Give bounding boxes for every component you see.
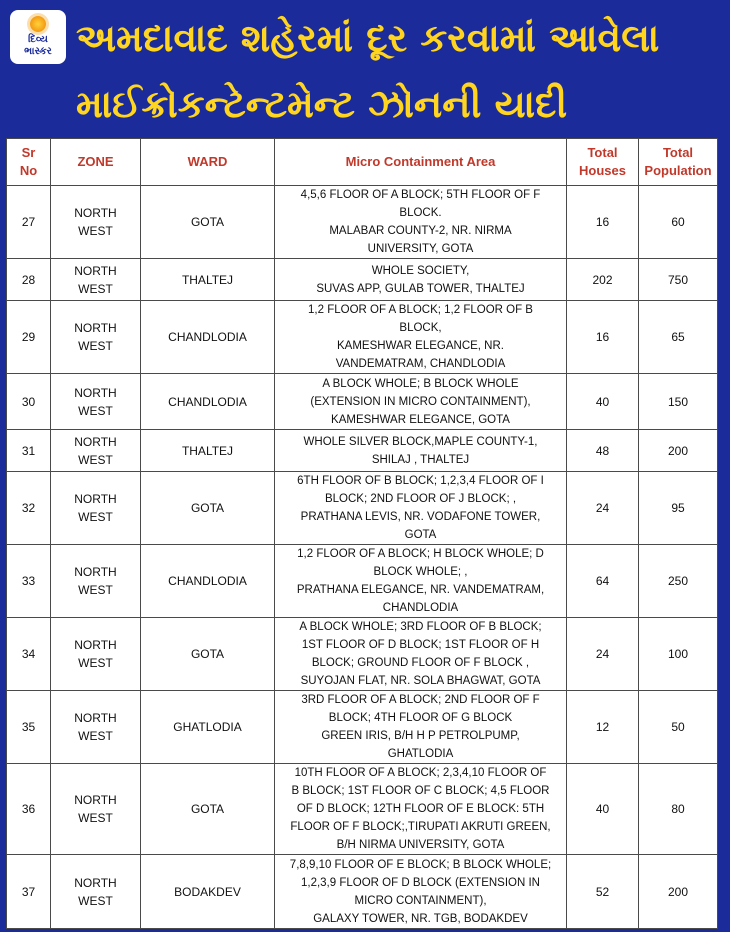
cell-zone: NORTH WEST: [51, 186, 141, 259]
table-row: [7, 472, 718, 545]
cell-sr: 30: [7, 374, 51, 430]
table-row: [7, 691, 718, 764]
cell-area: 7,8,9,10 FLOOR OF E BLOCK; B BLOCK WHOLE; 1,2,3,9 FLOOR OF D BLOCK (EXTENSION IN MICRO CONTAINMENT), GALAXY TOWER, NR. TGB, BODAKDEV: [275, 855, 567, 929]
cell-ward: GOTA: [141, 618, 275, 691]
cell-zone: NORTH WEST: [51, 472, 141, 545]
cell-area: 1,2 FLOOR OF A BLOCK; 1,2 FLOOR OF B BLOCK, KAMESHWAR ELEGANCE, NR. VANDEMATRAM, CHANDLODIA: [275, 301, 567, 374]
cell-ward: GHATLODIA: [141, 691, 275, 764]
cell-houses: 48: [567, 430, 639, 472]
cell-population: 750: [639, 259, 718, 301]
page-title-line2: માઈક્રોકન્ટેન્ટમેન્ટ ઝોનની યાદી: [76, 82, 568, 126]
table-row: [7, 545, 718, 618]
cell-area: 1,2 FLOOR OF A BLOCK; H BLOCK WHOLE; D BLOCK WHOLE; , PRATHANA ELEGANCE, NR. VANDEMATRAM, CHANDLODIA: [275, 545, 567, 618]
cell-sr: 36: [7, 764, 51, 855]
cell-ward: THALTEJ: [141, 430, 275, 472]
table-row: [7, 430, 718, 472]
table-row: [7, 374, 718, 430]
cell-houses: 24: [567, 472, 639, 545]
cell-sr: 29: [7, 301, 51, 374]
cell-area: A BLOCK WHOLE; B BLOCK WHOLE (EXTENSION IN MICRO CONTAINMENT), KAMESHWAR ELEGANCE, GOTA: [275, 374, 567, 430]
cell-zone: NORTH WEST: [51, 301, 141, 374]
cell-area: A BLOCK WHOLE; 3RD FLOOR OF B BLOCK; 1ST FLOOR OF D BLOCK; 1ST FLOOR OF H BLOCK; GROUND FLOOR OF F BLOCK , SUYOJAN FLAT, NR. SOLA BHAGWAT, GOTA: [275, 618, 567, 691]
cell-area: WHOLE SOCIETY, SUVAS APP, GULAB TOWER, THALTEJ: [275, 259, 567, 301]
cell-population: 95: [639, 472, 718, 545]
cell-population: 50: [639, 691, 718, 764]
table-header-row: [7, 139, 718, 186]
cell-population: 100: [639, 618, 718, 691]
cell-zone: NORTH WEST: [51, 259, 141, 301]
cell-population: 150: [639, 374, 718, 430]
cell-sr: 32: [7, 472, 51, 545]
cell-ward: BODAKDEV: [141, 855, 275, 929]
table-row: [7, 855, 718, 929]
header-area: Micro Containment Area: [275, 139, 567, 186]
cell-houses: 40: [567, 374, 639, 430]
cell-sr: 27: [7, 186, 51, 259]
header-total-population: Total Population: [639, 139, 718, 186]
cell-sr: 33: [7, 545, 51, 618]
cell-ward: CHANDLODIA: [141, 301, 275, 374]
cell-population: 200: [639, 855, 718, 929]
table-row: [7, 764, 718, 855]
cell-population: 80: [639, 764, 718, 855]
sun-icon: [30, 16, 46, 32]
cell-zone: NORTH WEST: [51, 430, 141, 472]
cell-ward: GOTA: [141, 764, 275, 855]
cell-ward: GOTA: [141, 186, 275, 259]
cell-population: 60: [639, 186, 718, 259]
logo-text-line1: દિવ્ય: [28, 34, 48, 45]
cell-area: 10TH FLOOR OF A BLOCK; 2,3,4,10 FLOOR OF B BLOCK; 1ST FLOOR OF C BLOCK; 4,5 FLOOR OF D BLOCK; 12TH FLOOR OF E BLOCK: 5TH FLOOR OF F BLOCK;,TIRUPATI AKRUTI GREEN, B/H NIRMA UNIVERSITY, GOTA: [275, 764, 567, 855]
cell-sr: 31: [7, 430, 51, 472]
table-row: [7, 618, 718, 691]
cell-sr: 34: [7, 618, 51, 691]
cell-population: 250: [639, 545, 718, 618]
cell-ward: GOTA: [141, 472, 275, 545]
cell-area: WHOLE SILVER BLOCK,MAPLE COUNTY-1, SHILAJ , THALTEJ: [275, 430, 567, 472]
logo-text-line2: ભાસ્કર: [24, 46, 52, 57]
cell-zone: NORTH WEST: [51, 691, 141, 764]
cell-houses: 16: [567, 301, 639, 374]
cell-houses: 202: [567, 259, 639, 301]
header-sr-no: Sr No: [7, 139, 51, 186]
table-row: [7, 186, 718, 259]
cell-zone: NORTH WEST: [51, 855, 141, 929]
cell-houses: 40: [567, 764, 639, 855]
cell-sr: 28: [7, 259, 51, 301]
divya-bhaskar-logo: [10, 10, 66, 64]
cell-houses: 52: [567, 855, 639, 929]
page-title-line1: અમદાવાદ શહેરમાં દૂર કરવામાં આવેલા: [76, 16, 660, 60]
cell-sr: 35: [7, 691, 51, 764]
header-ward: WARD: [141, 139, 275, 186]
cell-houses: 24: [567, 618, 639, 691]
table-row: [7, 259, 718, 301]
cell-area: 6TH FLOOR OF B BLOCK; 1,2,3,4 FLOOR OF I BLOCK; 2ND FLOOR OF J BLOCK; , PRATHANA LEVIS, NR. VODAFONE TOWER, GOTA: [275, 472, 567, 545]
containment-table: [6, 138, 718, 929]
cell-sr: 37: [7, 855, 51, 929]
cell-ward: CHANDLODIA: [141, 545, 275, 618]
table-row: [7, 301, 718, 374]
cell-zone: NORTH WEST: [51, 545, 141, 618]
cell-population: 65: [639, 301, 718, 374]
cell-area: 4,5,6 FLOOR OF A BLOCK; 5TH FLOOR OF F BLOCK. MALABAR COUNTY-2, NR. NIRMA UNIVERSITY, GOTA: [275, 186, 567, 259]
cell-zone: NORTH WEST: [51, 374, 141, 430]
cell-area: 3RD FLOOR OF A BLOCK; 2ND FLOOR OF F BLOCK; 4TH FLOOR OF G BLOCK GREEN IRIS, B/H H P PETROLPUMP, GHATLODIA: [275, 691, 567, 764]
header-total-houses: Total Houses: [567, 139, 639, 186]
cell-houses: 64: [567, 545, 639, 618]
cell-houses: 16: [567, 186, 639, 259]
header-zone: ZONE: [51, 139, 141, 186]
cell-population: 200: [639, 430, 718, 472]
cell-houses: 12: [567, 691, 639, 764]
cell-ward: CHANDLODIA: [141, 374, 275, 430]
cell-zone: NORTH WEST: [51, 764, 141, 855]
containment-table-container: [6, 138, 717, 929]
cell-zone: NORTH WEST: [51, 618, 141, 691]
cell-ward: THALTEJ: [141, 259, 275, 301]
